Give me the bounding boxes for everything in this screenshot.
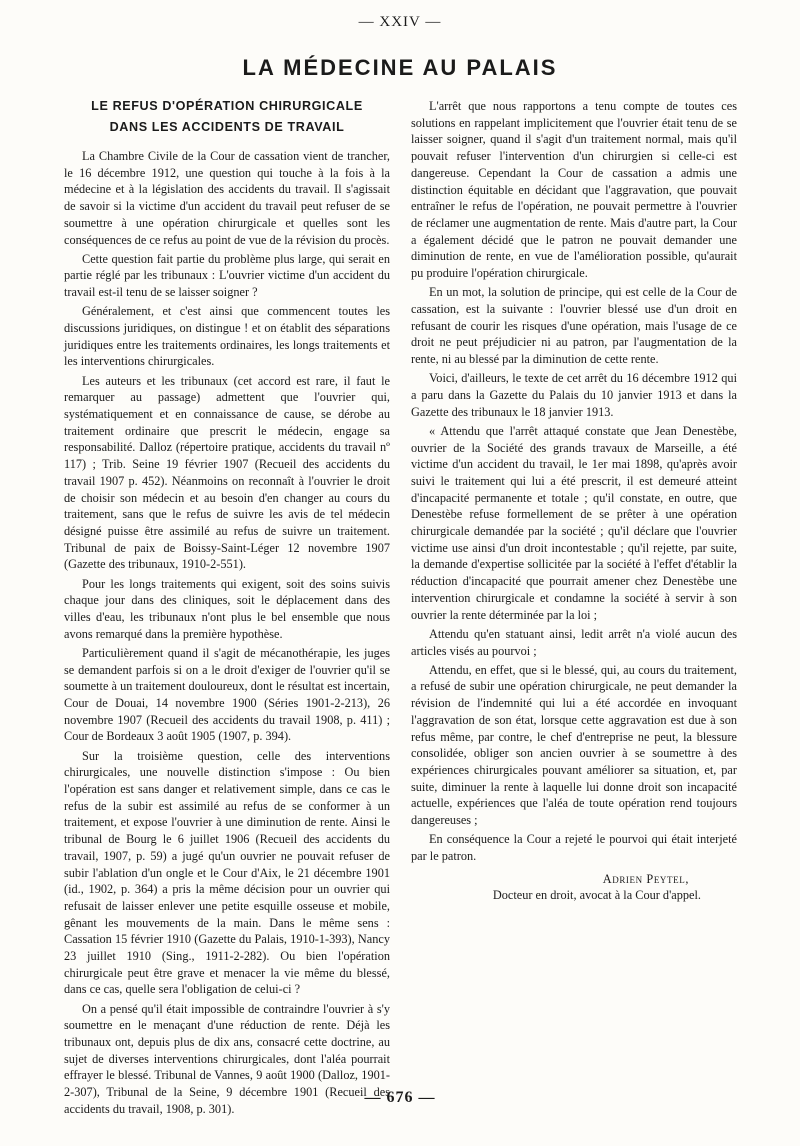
court-quote: « Attendu que l'arrêt attaqué constate que Jean Denestèbe, ouvrier de la Société des grands travaux de Marseille, a été victime d'un accident du travail, le 1er mai 1898, qu'après avoir suivi le traitement qui lui a été prescrit, il est demeuré atteint d'incapacité permanente et totale ; qu'il constate, en outre, que Denestèbe refuse formellement de se prêter à une opération chirurgicale demandée par la société ; qu'il déclare que l'ouvrier victime use ainsi d'un droit incontestable ; qu'il rejette, par suite, la demande d'expertise sollicitée par la société à l'effet d'établir la réduction d'incapacité que pourrait amener chez Denestèbe une intervention chirurgicale et condamne la société à servir à son ouvrier la rente déterminée par la loi ; [411, 423, 737, 622]
signature [411, 871, 737, 904]
page-number: — 676 — [364, 1089, 436, 1106]
paragraph: Sur la troisième question, celle des interventions chirurgicales, une nouvelle distinction s'impose : Ou bien l'opération est sans danger et relativement simple, dans ce cas le refus de la subir est assimilé au refus de se conformer à un traitement, et expose l'ouvrier à une diminution de rente. Ainsi le tribunal de Bourg le 6 juillet 1906 (Recueil des accidents du travail, 1907, p. 59) a jugé qu'un ouvrier ne pouvait refuser de subir l'ablation d'un ongle et le Cour d'Aix, le 21 décembre 1901 (id., 1902, p. 364) a pris la même décision pour un ouvrier qui refusait de laisser enlever une petite esquille osseuse et mobile, gênant les mouvements de la main. Dans le même sens : Cassation 15 février 1910 (Gazette du Palais, 1910-1-393), Nancy 23 juillet 1910 (Sing., 1911-2-282). Ou bien l'opération chirurgicale peut être grave et menacer la vie même du blessé, dans ce cas, quelle sera l'obligation de celui-ci ? [64, 748, 390, 997]
paragraph: On a pensé qu'il était impossible de contraindre l'ouvrier à s'y soumettre en le menaçant d'une réduction de rente. Déjà les tribunaux ont, depuis plus de dix ans, consacré cette doctrine, au sujet de diverses interventions chirurgicales, dont l'aléa pourrait effrayer le blessé. Tribunal de Vannes, 9 août 1900 (Dalloz, 1901-2-307), Tribunal de la Seine, 9 décembre 1901 (Recueil des accidents du travail, 1908, p. 301). [64, 1001, 390, 1116]
paragraph: Généralement, et c'est ainsi que commencent toutes les discussions juridiques, on distingue ! et on établit des séparations juridiques entre les traitements ordinaires, les longs traitements et les interventions chirurgicales. [64, 304, 390, 369]
author-name: Adrien Peytel, [602, 871, 689, 886]
paragraph: Pour les longs traitements qui exigent, soit des soins suivis chaque jour dans des cliniques, soit le déplacement dans des villes d'eau, les tribunaux n'ont plus le bel ensemble que nous avons remarqué dans la première hypothèse. [64, 576, 390, 641]
paragraph: Les auteurs et les tribunaux (cet accord est rare, il faut le remarquer au passage) admettent que l'ouvrier qui, systématiquement et en connaissance de cause, se dérobe au traitement ordinaire que prescrit le médecin, engage sa responsabilité. Dalloz (répertoire pratique, accidents du travail nº 117) ; Trib. Seine 19 février 1907 (Recueil des accidents du travail 1907 p. 452). Néanmoins on reconnaît à l'ouvrier le droit de choisir son médecin et au besoin d'en changer au cours du traitement, sans que le refus de suivre les avis de tel médecin désigné puisse être assimilé au refus de suivre un traitement. Tribunal de paix de Boissy-Saint-Léger 12 novembre 1907 (Gazette des tribunaux, 1910-2-551). [64, 373, 390, 572]
court-quote: Attendu qu'en statuant ainsi, ledit arrêt n'a violé aucun des articles visés au pourvoi ; [411, 626, 737, 658]
roman-page-number: — XXIV — [358, 14, 442, 30]
court-quote: Attendu, en effet, que si le blessé, qui, au cours du traitement, a refusé de subir une opération chirurgicale, ne peut demander la révision de l'indemnité qui lui a été accordée en invoquant l'aggravation de son état, lorsque cette aggravation est due à son refus même, par contre, le chef d'entreprise ne peut, la blessure consolidée, obliger son ancien ouvrier à se soumettre à des expériences chirurgicales pouvant améliorer sa situation, et, par suite, diminuer la rente à laquelle lui donne droit son incapacité actuelle, expériences que l'aléa de toute opération rend toujours dangereuses ; [411, 662, 737, 828]
paragraph: Voici, d'ailleurs, le texte de cet arrêt du 16 décembre 1912 qui a paru dans la Gazette du Palais du 10 janvier 1913 et dans la Gazette des tribunaux le 18 janvier 1913. [411, 371, 737, 419]
paragraph: En conséquence la Cour a rejeté le pourvoi qui était interjeté par le patron. [411, 832, 737, 863]
paragraph: L'arrêt que nous rapportons a tenu compte de toutes ces solutions en rappelant implicitement que l'ouvrier était tenu de se laisser soigner, quand il s'agit d'un traitement normal, mais qu'il pouvait refuser l'intervention d'un chirurgien si celle-ci est dangereuse. Cependant la Cour de cassation a admis une distinction équitable en décidant que l'aggravation, que pouvait entraîner le refus de l'opération, ne pouvait permettre à l'ouvrier de réclamer une augmentation de rente. Mais d'autre part, la Cour a également décidé que le patron ne pouvait demander une diminution de rente, en vue de l'amélioration possible, qu'aurait pu produire l'opération chirurgicale. [411, 99, 737, 281]
left-column [64, 96, 390, 1120]
article-title-line-1: LE REFUS D'OPÉRATION CHIRURGICALE [91, 99, 363, 113]
section-title: LA MÉDECINE AU PALAIS [242, 55, 558, 80]
right-column [411, 98, 737, 904]
paragraph: La Chambre Civile de la Cour de cassation vient de trancher, le 16 décembre 1912, une question qui touche à la fois à la médecine et à la législation des accidents du travail. Il s'agissait de savoir si la victime d'un accident du travail peut refuser de se soumettre à une opération chirurgicale et quelles sont les conséquences de ce refus au point de vue de la révision du procès. [64, 149, 390, 247]
article-title-line-2: DANS LES ACCIDENTS DE TRAVAIL [109, 120, 345, 134]
paragraph: Particulièrement quand il s'agit de mécanothérapie, les juges se demandent parfois si on a le droit d'exiger de l'ouvrier qu'il se soumette à un traitement douloureux, dont le résultat est incertain, Cour de Douai, 14 novembre 1900 (Séries 1901-2-213), 26 novembre 1907 (Recueil des accidents du travail 1908, p. 411) ; Cour de Bordeaux 3 août 1905 (1907, p. 394). [64, 645, 390, 744]
author-title: Docteur en droit, avocat à la Cour d'appel. [492, 888, 701, 903]
paragraph: Cette question fait partie du problème plus large, qui serait en partie réglé par les tribunaux : L'ouvrier victime d'un accident du travail est-il tenu de se laisser soigner ? [64, 251, 390, 300]
paragraph: En un mot, la solution de principe, qui est celle de la Cour de cassation, est la suivante : l'ouvrier blessé use d'un droit en refusant de courir les risques d'une opération, mais l'usage de ce droit ne peut préjudicier ni au patron, par l'augmentation de la rente, ni au blessé par la diminution de cette rente. [411, 285, 737, 367]
article-title [64, 96, 390, 138]
